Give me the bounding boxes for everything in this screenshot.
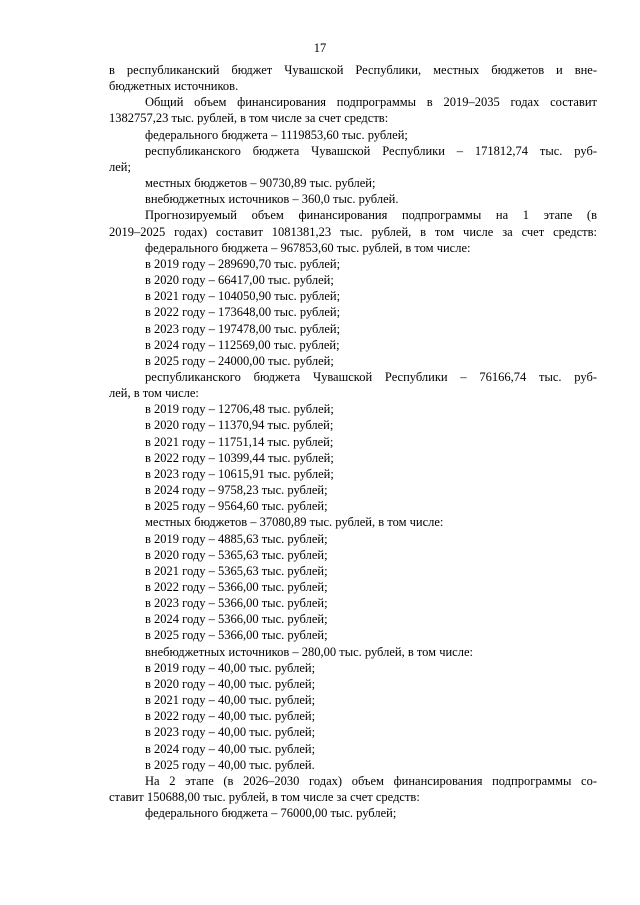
text-line: в 2019 году – 40,00 тыс. рублей;	[145, 660, 316, 675]
text-line: в 2022 году – 173648,00 тыс. рублей;	[145, 305, 341, 320]
text-line: федерального бюджета – 967853,60 тыс. рублей, в том числе:	[145, 240, 471, 255]
text-line: Общий объем финансирования подпрограммы в 2019–2035 годах составит	[145, 95, 597, 110]
text-line: в 2023 году – 5366,00 тыс. рублей;	[145, 596, 328, 611]
text-line: в 2024 году – 9758,23 тыс. рублей;	[145, 483, 328, 498]
text-line: в 2023 году – 10615,91 тыс. рублей;	[145, 466, 334, 481]
text-line: в 2023 году – 40,00 тыс. рублей;	[145, 725, 316, 740]
text-line: в 2020 году – 66417,00 тыс. рублей;	[145, 273, 334, 288]
text-line: в 2019 году – 4885,63 тыс. рублей;	[145, 531, 328, 546]
text-line: в 2022 году – 10399,44 тыс. рублей;	[145, 450, 334, 465]
text-line: На 2 этапе (в 2026–2030 годах) объем финансирования подпрограммы со-	[145, 773, 597, 788]
text-line: федерального бюджета – 76000,00 тыс. рублей;	[145, 806, 397, 821]
text-line: в 2024 году – 5366,00 тыс. рублей;	[145, 612, 328, 627]
text-line: местных бюджетов – 37080,89 тыс. рублей, в том числе:	[145, 515, 444, 530]
text-line: лей;	[109, 159, 131, 174]
text-line: в 2020 году – 5365,63 тыс. рублей;	[145, 547, 328, 562]
text-line: республиканского бюджета Чувашской Республики – 171812,74 тыс. руб-	[145, 143, 597, 158]
text-line: внебюджетных источников – 280,00 тыс. рублей, в том числе:	[145, 644, 473, 659]
text-line: в 2025 году – 9564,60 тыс. рублей;	[145, 499, 328, 514]
text-line: в 2022 году – 5366,00 тыс. рублей;	[145, 580, 328, 594]
text-line: бюджетных источников.	[109, 79, 239, 94]
text-line: 1382757,23 тыс. рублей, в том числе за счет средств:	[109, 111, 389, 126]
text-line: в 2022 году – 40,00 тыс. рублей;	[145, 709, 316, 724]
text-line: в 2021 году – 11751,14 тыс. рублей;	[145, 434, 334, 449]
text-line: в 2020 году – 40,00 тыс. рублей;	[145, 676, 316, 691]
text-line: в 2020 году – 11370,94 тыс. рублей;	[145, 418, 334, 433]
text-line: Прогнозируемый объем финансирования подпрограммы на 1 этапе (в	[145, 208, 597, 223]
text-line: в 2019 году – 289690,70 тыс. рублей;	[145, 256, 341, 271]
text-line: в 2024 году – 112569,00 тыс. рублей;	[145, 337, 340, 352]
text-line: республиканского бюджета Чувашской Республики – 76166,74 тыс. руб-	[145, 369, 597, 384]
text-line: внебюджетных источников – 360,0 тыс. рублей.	[145, 192, 399, 207]
text-line: в 2021 году – 40,00 тыс. рублей;	[145, 693, 316, 708]
text-line: в 2025 году – 24000,00 тыс. рублей;	[145, 353, 334, 368]
text-line: в 2019 году – 12706,48 тыс. рублей;	[145, 402, 334, 417]
page-number: 17	[313, 41, 327, 55]
text-line: в 2021 году – 5365,63 тыс. рублей;	[145, 563, 328, 578]
document-body	[109, 62, 597, 821]
text-line: ставит 150688,00 тыс. рублей, в том числе за счет средств:	[109, 790, 420, 805]
text-line: в республиканский бюджет Чувашской Республики, местных бюджетов и вне-	[109, 63, 597, 77]
text-line: в 2025 году – 5366,00 тыс. рублей;	[145, 628, 328, 643]
text-line: в 2024 году – 40,00 тыс. рублей;	[145, 741, 316, 756]
text-line: в 2021 году – 104050,90 тыс. рублей;	[145, 289, 341, 304]
text-line: федерального бюджета – 1119853,60 тыс. рублей;	[145, 127, 408, 142]
text-line: в 2023 году – 197478,00 тыс. рублей;	[145, 321, 341, 336]
text-line: 2019–2025 годах) составит 1081381,23 тыс. рублей, в том числе за счет средств:	[109, 224, 597, 239]
text-line: лей, в том числе:	[109, 386, 199, 401]
text-line: в 2025 году – 40,00 тыс. рублей.	[145, 757, 315, 772]
text-line: местных бюджетов – 90730,89 тыс. рублей;	[145, 176, 376, 191]
